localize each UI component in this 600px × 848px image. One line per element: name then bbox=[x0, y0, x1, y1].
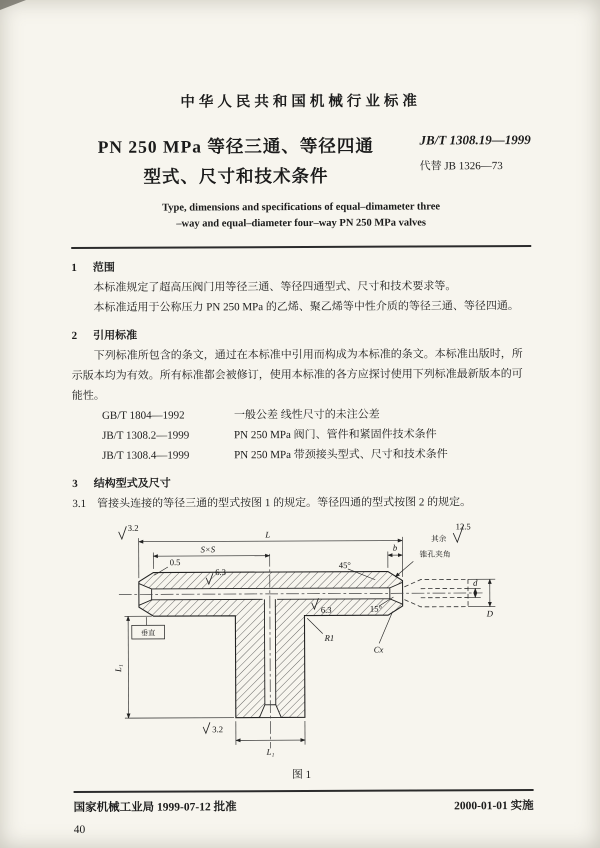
label-dim-SxS: S×S bbox=[200, 544, 216, 555]
implementation-date: 2000-01-01 实施 bbox=[454, 799, 534, 813]
label-dim-b: b bbox=[392, 542, 398, 553]
section-3-heading bbox=[72, 472, 532, 494]
footer-rule bbox=[74, 789, 534, 793]
section-1-paragraph-1: 本标准规定了超高压阀门用等径三通、等径四通型式、尺寸和技术要求等。 bbox=[93, 280, 457, 294]
reference-item bbox=[102, 444, 532, 466]
section-2-title: 引用标准 bbox=[93, 329, 138, 342]
english-title bbox=[71, 199, 531, 233]
reference-item bbox=[102, 424, 532, 446]
label-dim-d: d bbox=[473, 577, 478, 588]
label-cone-angle-note: 锥孔夹角 bbox=[419, 549, 451, 559]
roughness-check-bottom bbox=[203, 722, 210, 733]
label-roughness-rest: 其余 bbox=[430, 534, 447, 544]
english-title-line-2: –way and equal–diameter four–way PN 250 MPa valves bbox=[176, 217, 427, 230]
section-3-number: 3 bbox=[72, 477, 78, 490]
reference-title: PN 250 MPa 带颈接头型式、尺寸和技术条件 bbox=[234, 448, 448, 462]
title-line-1: PN 250 MPa 等径三通、等径四通 bbox=[97, 135, 374, 157]
section-1-number: 1 bbox=[71, 261, 77, 274]
roughness-check-top bbox=[119, 526, 127, 539]
label-angle-45: 45° bbox=[338, 560, 351, 571]
english-title-line-1: Type, dimensions and specifications of equal–dimameter three bbox=[162, 201, 441, 214]
label-dim-L: L bbox=[265, 529, 271, 540]
document-page bbox=[8, 7, 592, 842]
label-roughness-bore-1: 6.3 bbox=[215, 566, 226, 578]
reference-title: PN 250 MPa 阀门、管件和紧固件技术条件 bbox=[234, 428, 437, 442]
footer bbox=[74, 797, 534, 815]
title-line-2: 型式、尺寸和技术条件 bbox=[143, 165, 329, 187]
label-chamfer-Cx: Cx bbox=[373, 644, 384, 655]
label-dim-D: D bbox=[486, 608, 494, 619]
reference-code: JB/T 1308.2—1999 bbox=[102, 429, 190, 442]
section-1-title: 范围 bbox=[92, 261, 115, 274]
label-roughness-rest-value: 12.5 bbox=[455, 521, 471, 532]
figure-1-caption: 图 1 bbox=[291, 768, 312, 782]
section-2-paragraph-1: 下列标准所包含的条文，通过在本标准中引用而构成为本标准的条文。本标准出版时，所示版本均为有效。所有标准都会被修订，使用本标准的各方应探讨使用下列标准最新版本的可能性。 bbox=[71, 348, 523, 402]
approval-info: 国家机械工业局 1999-07-12 批准 bbox=[73, 801, 237, 814]
label-dim-L1-bottom: L₁ bbox=[266, 746, 275, 757]
label-roughness-top: 3.2 bbox=[127, 522, 139, 533]
figure-1 bbox=[72, 518, 533, 783]
document-body bbox=[71, 256, 532, 514]
standard-org-title: 中华人民共和国机械行业标准 bbox=[180, 93, 421, 111]
standard-number: JB/T 1308.19—1999 bbox=[419, 131, 531, 148]
clause-3-1: 3.1 管接头连接的等径三通的型式按图 1 的规定。等径四通的型式按图 2 的规定。 bbox=[72, 496, 472, 510]
section-3-title: 结构型式及尺寸 bbox=[93, 477, 171, 490]
section-2-heading bbox=[72, 324, 532, 346]
label-roughness-bore-2: 6.3 bbox=[320, 604, 332, 615]
label-chamfer-05: 0.5 bbox=[169, 557, 181, 568]
section-1-heading bbox=[71, 256, 531, 278]
header-rule bbox=[71, 245, 531, 249]
standard-number-block bbox=[419, 132, 530, 173]
reference-code: JB/T 1308.4—1999 bbox=[102, 449, 190, 462]
reference-item bbox=[102, 404, 532, 426]
label-perpendicular: 垂直 bbox=[140, 629, 156, 638]
reference-code: GB/T 1804—1992 bbox=[101, 409, 185, 422]
page-number: 40 bbox=[73, 823, 86, 836]
section-1-paragraph-2: 本标准适用于公称压力 PN 250 MPa 的乙烯、聚乙烯等中性介质的等径三通、等径四通。 bbox=[93, 300, 519, 314]
title-block bbox=[71, 130, 531, 192]
label-angle-15: 15° bbox=[369, 603, 382, 614]
label-dim-L1-left: L₁ bbox=[113, 664, 124, 673]
document-title bbox=[71, 131, 401, 192]
reference-list bbox=[72, 404, 532, 466]
figure-1-drawing bbox=[100, 518, 501, 764]
reference-title: 一般公差 线性尺寸的未注公差 bbox=[233, 408, 380, 422]
label-radius-R1: R1 bbox=[324, 632, 335, 643]
replaces-note: 代替 JB 1326—73 bbox=[419, 160, 503, 173]
label-roughness-bottom: 3.2 bbox=[212, 724, 224, 735]
section-2-number: 2 bbox=[71, 329, 78, 342]
